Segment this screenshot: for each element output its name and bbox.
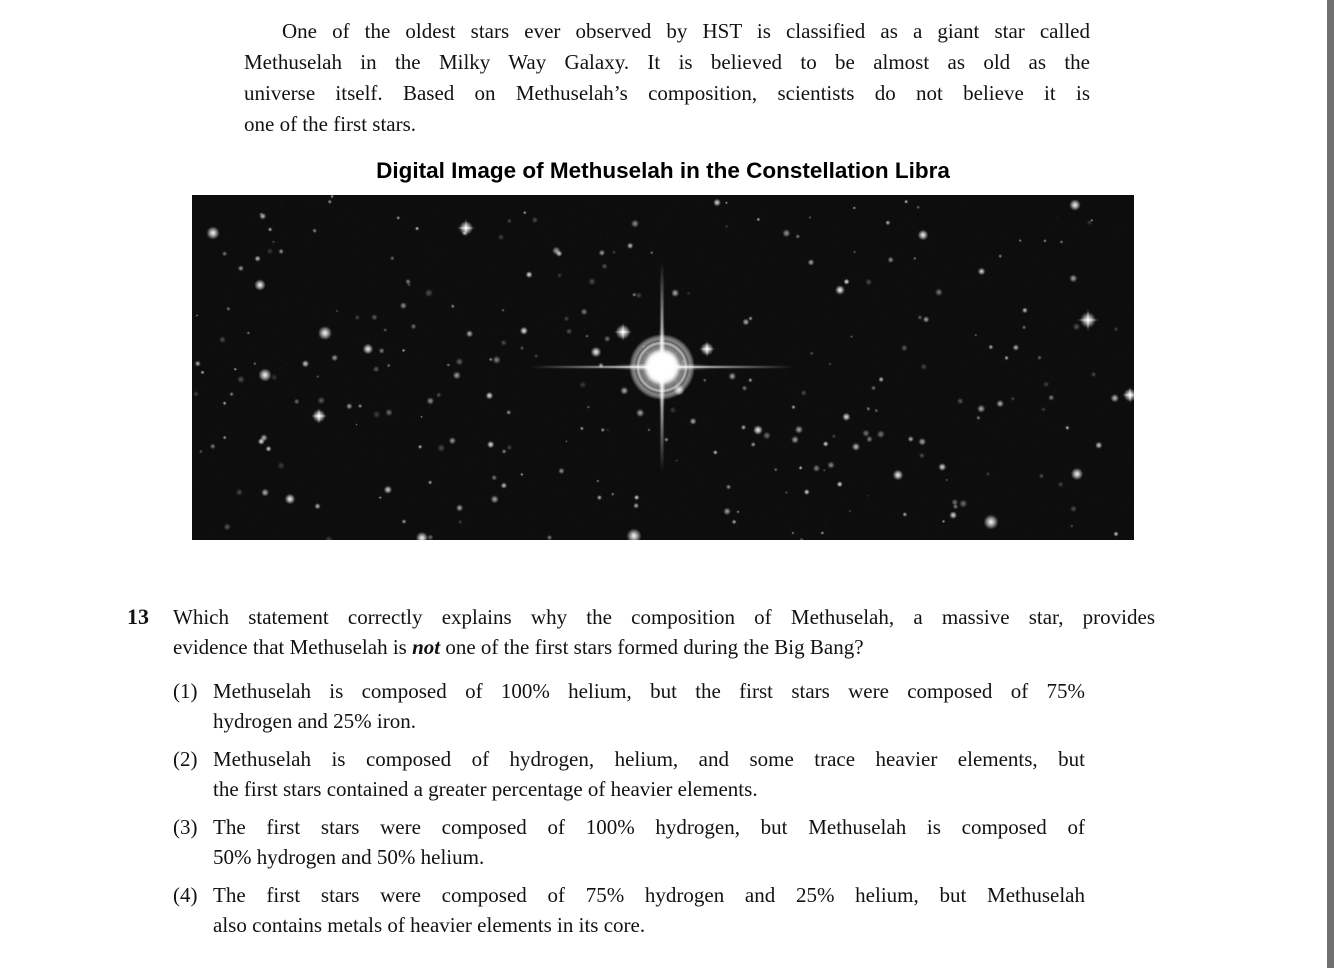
choice-label: (4): [173, 883, 198, 907]
choice-line: 50% hydrogen and 50% helium.: [213, 845, 485, 869]
question-line: [173, 632, 1155, 662]
starfield-canvas: [192, 195, 1134, 540]
choice-line: Methuselah is composed of 100% helium, but the first stars were composed of 75%: [213, 679, 1085, 703]
choice-text: [213, 880, 1085, 940]
choice-label: (1): [173, 679, 198, 703]
page-edge-bar: [1327, 0, 1334, 968]
choice-text: [213, 812, 1085, 872]
choice-label: (3): [173, 815, 198, 839]
choice-line: The first stars were composed of 100% hydrogen, but Methuselah is composed of: [213, 815, 1085, 839]
choice-line: Methuselah is composed of hydrogen, helium, and some trace heavier elements, but: [213, 747, 1085, 771]
intro-line: One of the oldest stars ever observed by HST is classified as a giant star called: [282, 19, 1090, 43]
choice-line: the first stars contained a greater percentage of heavier elements.: [213, 777, 758, 801]
question-text-segment: one of the first stars formed during the Big Bang?: [440, 635, 864, 659]
choice-text: [213, 744, 1085, 804]
question-emphasis-word: not: [412, 635, 441, 659]
intro-line: one of the first stars.: [244, 112, 417, 136]
choice-label: (2): [173, 747, 198, 771]
choice-line: also contains metals of heavier elements in its core.: [213, 913, 646, 937]
question-line: Which statement correctly explains why the composition of Methuselah, a massive star, provides: [173, 605, 1155, 629]
question-number: 13: [127, 604, 149, 629]
question-text-segment: evidence that Methuselah is: [173, 635, 413, 659]
starfield-image: [192, 195, 1134, 540]
choice-text: [213, 676, 1085, 736]
figure-title: Digital Image of Methuselah in the Constellation Libra: [376, 158, 950, 183]
choice-line: hydrogen and 25% iron.: [213, 709, 416, 733]
intro-paragraph: [244, 16, 1090, 140]
intro-line: universe itself. Based on Methuselah’s composition, scientists do not believe it is: [244, 81, 1090, 105]
intro-line: Methuselah in the Milky Way Galaxy. It is believed to be almost as old as the: [244, 50, 1090, 74]
choice-line: The first stars were composed of 75% hydrogen and 25% helium, but Methuselah: [213, 883, 1085, 907]
question-text: [173, 602, 1155, 662]
